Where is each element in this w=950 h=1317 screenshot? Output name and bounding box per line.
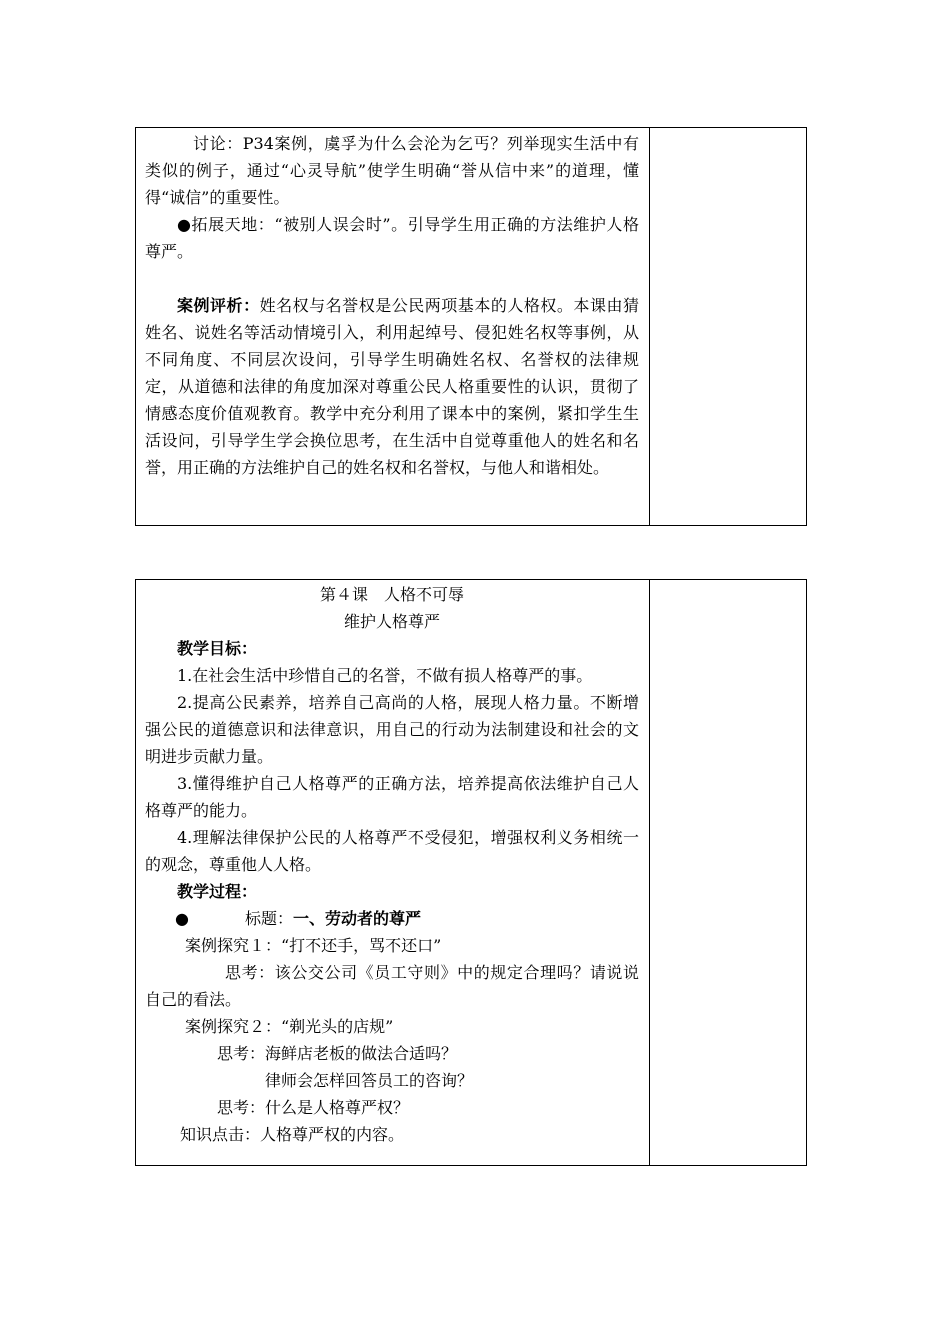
goal-item-3: 3.懂得维护自己人格尊严的正确方法，培养提高依法维护自己人格尊严的能力。 bbox=[145, 774, 639, 820]
think-2-label: 思考： bbox=[217, 1044, 266, 1063]
spacer bbox=[145, 265, 639, 292]
heading-line bbox=[145, 905, 639, 932]
discussion-paragraph: 讨论：P34案例，虞孚为什么会沦为乞丐？列举现实生活中有类似的例子，通过“心灵导航”使学生明确“誉从信中来”的道理，懂得“诚信”的重要性。 bbox=[145, 134, 639, 207]
case-study-2: 案例探究２：“剃光头的店规” bbox=[185, 1017, 394, 1036]
think-1: 思考：该公交公司《员工守则》中的规定合理吗？请说说自己的看法。 bbox=[145, 963, 639, 1009]
analysis-text: 姓名权与名誉权是公民两项基本的人格权。本课由猜姓名、说姓名等活动情境引入，利用起绰号、侵犯姓名权等事例，从不同角度、不同层次设问，引导学生明确姓名权、名誉权的法律规定，从道德和法律的角度加深对尊重公民人格重要性的认识，贯彻了情感态度价值观教育。教学中充分利用了课本中的案例，紧扣学生生活设问，引导学生学会换位思考，在生活中自觉尊重他人的姓名和名誉，用正确的方法维护自己的姓名权和名誉权，与他人和谐相处。 bbox=[145, 296, 639, 477]
expand-text: 拓展天地：“被别人误会时”。引导学生用正确的方法维护人格尊严。 bbox=[145, 215, 639, 261]
notes-cell bbox=[650, 580, 806, 1165]
lesson-subtitle: 维护人格尊严 bbox=[343, 612, 440, 631]
lesson-title: 第４课 人格不可辱 bbox=[319, 585, 464, 604]
bullet-icon: ● bbox=[175, 909, 189, 928]
analysis-paragraph bbox=[145, 292, 639, 481]
heading-prefix: 标题： bbox=[244, 909, 293, 928]
lesson-table-1 bbox=[135, 127, 807, 526]
goal-item-2: 2.提高公民素养，培养自己高尚的人格，展现人格力量。不断增强公民的道德意识和法律意识，用自己的行动为法制建设和社会的文明进步贡献力量。 bbox=[145, 693, 639, 766]
process-label: 教学过程： bbox=[177, 882, 258, 901]
think-3: 思考：什么是人格尊严权？ bbox=[217, 1098, 410, 1117]
notes-cell bbox=[650, 128, 806, 525]
think-2 bbox=[145, 1040, 639, 1067]
think-2-q2: 律师会怎样回答员工的咨询？ bbox=[265, 1071, 474, 1090]
knowledge-point: 知识点击：人格尊严权的内容。 bbox=[180, 1125, 405, 1144]
analysis-label: 案例评析： bbox=[177, 296, 260, 315]
goal-item-4: 4.理解法律保护公民的人格尊严不受侵犯，增强权利义务相统一的观念，尊重他人人格。 bbox=[145, 828, 639, 874]
heading-text: 一、劳动者的尊严 bbox=[292, 909, 421, 928]
think-2-q1: 海鲜店老板的做法合适吗？ bbox=[265, 1044, 458, 1063]
goal-item-1: 1.在社会生活中珍惜自己的名誉，不做有损人格尊严的事。 bbox=[177, 666, 593, 685]
goals-label: 教学目标： bbox=[177, 639, 258, 658]
expand-paragraph bbox=[145, 211, 639, 265]
content-cell bbox=[136, 580, 650, 1165]
lesson-table-2 bbox=[135, 579, 807, 1166]
case-study-1: 案例探究１：“打不还手，骂不还口” bbox=[185, 936, 442, 955]
bullet-icon: ● bbox=[177, 215, 192, 234]
content-cell bbox=[136, 128, 650, 525]
